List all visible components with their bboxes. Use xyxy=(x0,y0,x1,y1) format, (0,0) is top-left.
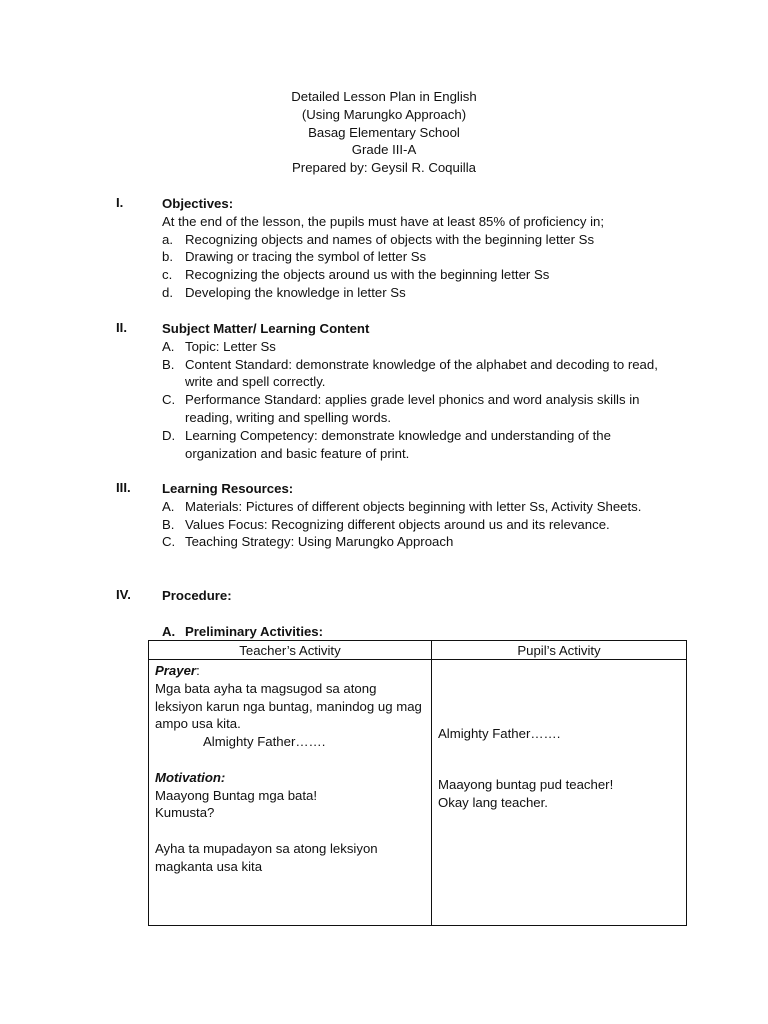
section-title: Procedure: xyxy=(162,588,232,603)
list-item: a. Recognizing objects and names of objects with the beginning letter Ss xyxy=(162,231,595,247)
section-number: III. xyxy=(116,480,131,495)
list-item: D. Learning Competency: demonstrate knowledge and understanding of the organization and basic feature of print. xyxy=(162,427,611,461)
header-approach: (Using Marungko Approach) xyxy=(301,106,467,122)
prayer-label: Prayer xyxy=(155,663,197,678)
header-title: Detailed Lesson Plan in English xyxy=(291,89,477,104)
pupil-prayer: Almighty Father……. xyxy=(438,726,561,741)
section-number: I. xyxy=(116,195,124,210)
procedure-subheading: A. Preliminary Activities: xyxy=(162,623,324,639)
list-item: B. Content Standard: demonstrate knowledge of the alphabet and decoding to read, write and spell correctly. xyxy=(162,356,658,390)
header-author: Prepared by: Geysil R. Coquilla xyxy=(292,160,476,176)
section-number: II. xyxy=(116,320,127,335)
list-item: C. Teaching Strategy: Using Marungko Approach xyxy=(162,534,454,550)
objectives-intro: At the end of the lesson, the pupils must have at least 85% of proficiency in; xyxy=(162,213,605,229)
list-item: B. Values Focus: Recognizing different objects around us and its relevance. xyxy=(162,516,610,532)
teacher-activity-header: Teacher’s Activity xyxy=(149,641,432,660)
list-item: c. Recognizing the objects around us with the beginning letter Ss xyxy=(162,267,550,283)
section-title: Subject Matter/ Learning Content xyxy=(162,321,370,336)
section-number: IV. xyxy=(116,587,131,602)
list-item: d. Developing the knowledge in letter Ss xyxy=(162,284,406,300)
pupil-activity-cell xyxy=(432,660,687,926)
prayer-response: Almighty Father……. xyxy=(203,734,326,750)
section-title: Learning Resources: xyxy=(162,481,294,496)
section-title: Objectives: xyxy=(162,196,234,211)
pupil-activity-header: Pupil’s Activity xyxy=(432,641,687,660)
continue-text: Ayha ta mupadayon sa atong leksiyon magkanta usa kita xyxy=(155,840,378,874)
header-grade: Grade III-A xyxy=(351,142,417,158)
list-item: A. Topic: Letter Ss xyxy=(162,338,276,354)
pupil-reply: Okay lang teacher. xyxy=(438,794,548,810)
activities-table xyxy=(148,640,687,926)
document-header xyxy=(0,88,768,177)
motivation-question: Kumusta? xyxy=(155,805,215,821)
motivation-greeting: Maayong Buntag mga bata! xyxy=(155,787,318,803)
teacher-activity-cell: Prayer: Mga bata ayha ta magsugod sa atong leksiyon karun nga buntag, manindog ug mag ampo usa kita. Almighty Father……. Motivation: Maayong Buntag mga bata! Kumusta? Ayha ta mupadayon sa atong leksiyon magkanta usa kita xyxy=(149,660,432,926)
header-school: Basag Elementary School xyxy=(308,124,460,140)
list-item: A. Materials: Pictures of different objects beginning with letter Ss, Activity Sheets. xyxy=(162,498,642,514)
pupil-greeting: Maayong buntag pud teacher! xyxy=(438,776,614,792)
list-item: C. Performance Standard: applies grade level phonics and word analysis skills in reading, writing and spelling words. xyxy=(162,392,640,425)
list-item: b. Drawing or tracing the symbol of letter Ss xyxy=(162,249,427,265)
prayer-text: Mga bata ayha ta magsugod sa atong leksiyon karun nga buntag, manindog ug mag ampo usa kita. xyxy=(155,680,422,732)
motivation-label: Motivation: xyxy=(155,769,226,785)
